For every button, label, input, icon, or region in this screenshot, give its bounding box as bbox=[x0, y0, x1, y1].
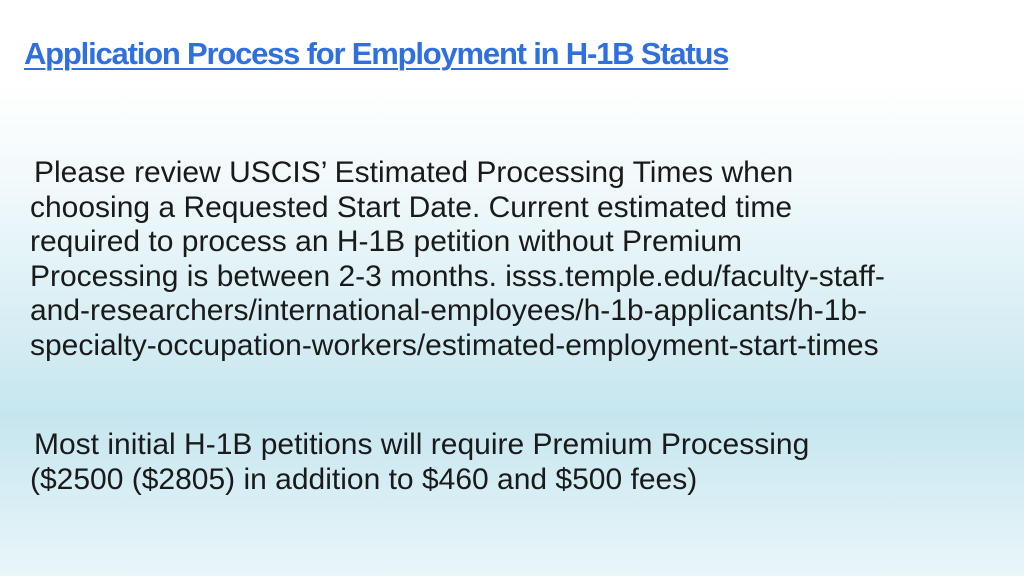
paragraph-line: specialty-occupation-workers/estimated-employment-start-times bbox=[30, 328, 879, 362]
slide-title: Application Process for Employment in H-1B Status bbox=[24, 36, 729, 71]
premium-processing-paragraph bbox=[30, 428, 809, 497]
paragraph-line: ($2500 ($2805) in addition to $460 and $500 fees) bbox=[30, 462, 698, 496]
processing-times-paragraph bbox=[30, 156, 885, 363]
paragraph-line: Please review USCIS’ Estimated Processing Times when bbox=[34, 156, 794, 189]
paragraph-line: choosing a Requested Start Date. Current estimated time bbox=[30, 190, 793, 224]
paragraph-line: and-researchers/international-employees/h-1b-applicants/h-1b- bbox=[30, 294, 868, 327]
paragraph-line: Processing is between 2-3 months. isss.temple.edu/faculty-staff- bbox=[30, 259, 885, 293]
paragraph-line: Most initial H-1B petitions will require Premium Processing bbox=[34, 428, 810, 461]
paragraph-line: required to process an H-1B petition without Premium bbox=[30, 225, 743, 258]
